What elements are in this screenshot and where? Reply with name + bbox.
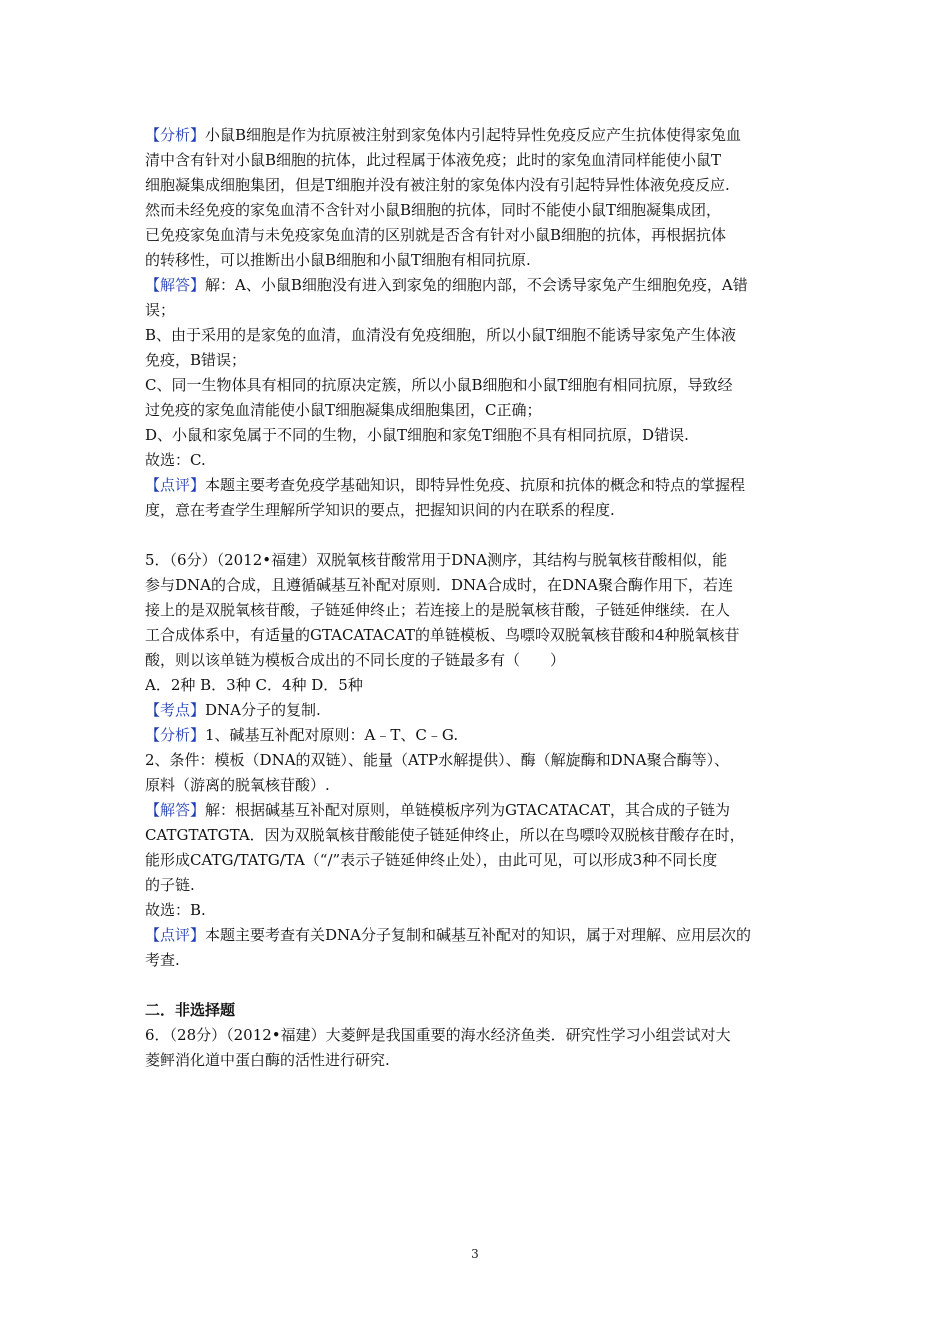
q4-analysis-line-5: 已免疫家兔血清与未免疫家兔血清的区别就是否含有针对小鼠B细胞的抗体，再根据抗体 [145,226,727,244]
q5-answer-line-2: CATGTATGTA．因为双脱氧核苷酸能使子链延伸终止，所以在鸟嘌呤双脱核苷酸存在时， [145,826,745,844]
q5-analysis-line-2: 2、条件：模板（DNA的双链）、能量（ATP水解提供）、酶（解旋酶和DNA聚合酶等）、 [145,751,730,769]
q5-options: A．2种 B．3种 C．4种 D．5种 [145,676,363,694]
q5-comment-line-2: 考查. [145,951,180,969]
q5-stem-line-1: 5．（6分）（2012•福建）双脱氧核苷酸常用于DNA测序，其结构与脱氧核苷酸相似，能 [145,551,728,569]
analysis-tag: 【分析】 [145,126,206,144]
spacer [145,523,811,548]
text: DNA分子的复制. [205,701,321,719]
q5-stem-line-5: 酸，则以该单链为模板合成出的不同长度的子链最多有（ ） [145,651,566,669]
q5-stem-line-4: 工合成体系中，有适量的GTACATACAT的单链模板、鸟嘌呤双脱氧核苷酸和4种脱氧核苷 [145,626,740,644]
q4-analysis-line-6: 的转移性，可以推断出小鼠B细胞和小鼠T细胞有相同抗原. [145,251,531,269]
q4-analysis-line-3: 细胞凝集成细胞集团，但是T细胞并没有被注射的家兔体内没有引起特异性体液免疫反应. [145,176,730,194]
q4-answer-line-2: 误； [145,301,176,319]
comment-tag: 【点评】 [145,926,206,944]
q4-analysis-line-1 [145,123,811,148]
q4-comment-line-2: 度，意在考查学生理解所学知识的要点，把握知识间的内在联系的程度. [145,501,615,519]
q4-answer-line-4: 免疫，B错误； [145,351,247,369]
q5-stem-line-2: 参与DNA的合成，且遵循碱基互补配对原则．DNA合成时，在DNA聚合酶作用下，若连 [145,576,733,594]
q4-analysis-line-4: 然而未经免疫的家兔血清不含针对小鼠B细胞的抗体，同时不能使小鼠T细胞凝集成团， [145,201,722,219]
q6-stem-line-2: 菱鲆消化道中蛋白酶的活性进行研究. [145,1051,390,1069]
text: 小鼠B细胞是作为抗原被注射到家兔体内引起特异性免疫反应产生抗体使得家兔血 [205,126,742,144]
section-heading: 二．非选择题 [145,1001,236,1019]
q5-analysis-line-1 [145,723,811,748]
q4-answer-line-3: B、由于采用的是家兔的血清，血清没有免疫细胞，所以小鼠T细胞不能诱导家兔产生体液 [145,326,737,344]
comment-tag: 【点评】 [145,476,206,494]
q5-stem-line-3: 接上的是双脱氧核苷酸，子链延伸终止；若连接上的是脱氧核苷酸，子链延伸继续．在人 [145,601,731,619]
analysis-tag: 【分析】 [145,726,206,744]
text: 本题主要考查免疫学基础知识，即特异性免疫、抗原和抗体的概念和特点的掌握程 [205,476,746,494]
q5-answer-line-1 [145,798,811,823]
text: 1、碱基互补配对原则：A﹣T、C﹣G. [205,726,459,744]
answer-tag: 【解答】 [145,801,206,819]
q4-answer-line-7: D、小鼠和家兔属于不同的生物，小鼠T细胞和家兔T细胞不具有相同抗原，D错误. [145,426,689,444]
text: 本题主要考查有关DNA分子复制和碱基互补配对的知识，属于对理解、应用层次的 [205,926,752,944]
q5-answer-line-3: 能形成CATG/TATG/TA（“/”表示子链延伸终止处），由此可见，可以形成3种不同长度 [145,851,718,869]
q5-comment-line-1 [145,923,811,948]
page-content [145,123,811,1073]
q5-point-line-1 [145,698,811,723]
q6-stem-line-1: 6．（28分）（2012•福建）大菱鲆是我国重要的海水经济鱼类．研究性学习小组尝试对大 [145,1026,731,1044]
page-number: 3 [471,1247,479,1261]
q4-analysis-line-2: 清中含有针对小鼠B细胞的抗体，此过程属于体液免疫；此时的家兔血清同样能使小鼠T [145,151,722,169]
answer-tag: 【解答】 [145,276,206,294]
q5-answer-line-4: 的子链. [145,876,195,894]
text: 解：根据碱基互补配对原则，单链模板序列为GTACATACAT，其合成的子链为 [205,801,731,819]
spacer [145,973,811,998]
q4-answer-line-6: 过免疫的家兔血清能使小鼠T细胞凝集成细胞集团，C正确； [145,401,542,419]
q4-answer-line-1 [145,273,811,298]
q4-answer-line-5: C、同一生物体具有相同的抗原决定簇，所以小鼠B细胞和小鼠T细胞有相同抗原，导致经 [145,376,733,394]
q4-answer-line-8: 故选：C. [145,451,206,469]
q5-answer-line-5: 故选：B. [145,901,206,919]
q4-comment-line-1 [145,473,811,498]
q5-analysis-line-3: 原料（游离的脱氧核苷酸）. [145,776,330,794]
point-tag: 【考点】 [145,701,206,719]
text: 解：A、小鼠B细胞没有进入到家兔的细胞内部，不会诱导家兔产生细胞免疫，A错 [205,276,748,294]
